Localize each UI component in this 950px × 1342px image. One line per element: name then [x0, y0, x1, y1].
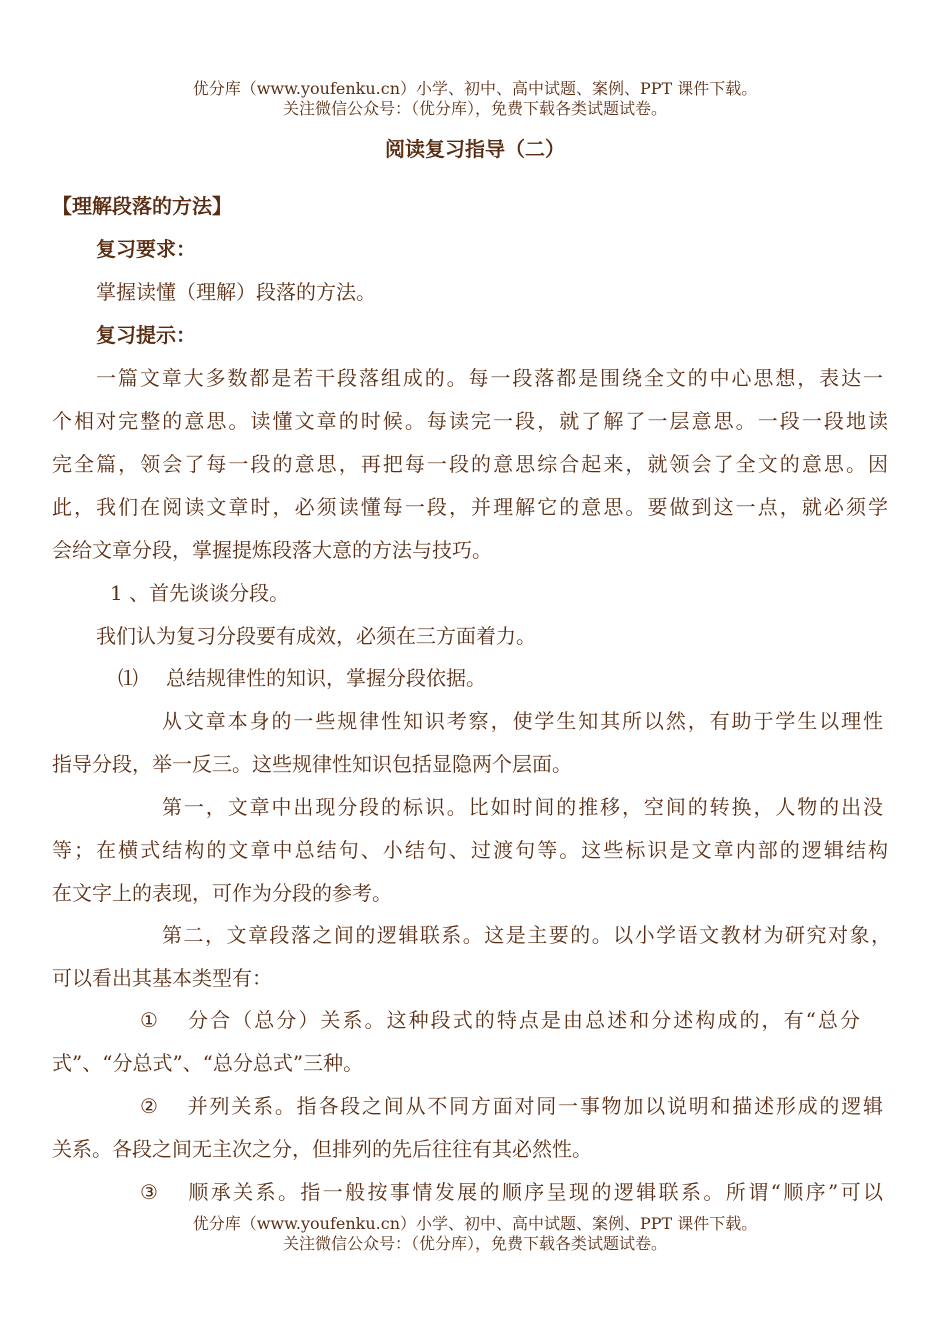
review-requirement-text: 掌握读懂（理解）段落的方法。	[96, 280, 376, 304]
paragraph-1-line-1: 一篇文章大多数都是若干段落组成的。每一段落都是围绕全文的中心思想，表达一	[96, 366, 883, 390]
paragraph-1-line-2: 个相对完整的意思。读懂文章的时候。每读完一段，就了解了一层意思。一段一段地读	[52, 409, 888, 433]
paragraph-5-line-2: 可以看出其基本类型有：	[52, 966, 272, 990]
paragraph-4-line-1: 第一，文章中出现分段的标识。比如时间的推移，空间的转换，人物的出没	[162, 795, 883, 819]
paragraph-1-line-3: 完全篇，领会了每一段的意思，再把每一段的意思综合起来，就领会了全文的意思。因	[52, 452, 888, 476]
paragraph-1-line-5: 会给文章分段，掌握提炼段落大意的方法与技巧。	[52, 538, 492, 562]
paragraph-4-line-3: 在文字上的表现，可作为分段的参考。	[52, 881, 392, 905]
paragraph-3-line-1: 从文章本身的一些规律性知识考察，使学生知其所以然，有助于学生以理性	[162, 709, 883, 733]
type-1-number: ①	[140, 1008, 158, 1032]
type-1-line-2: 式”、“分总式”、“总分总式”三种。	[52, 1051, 364, 1075]
type-1-text: 分合（总分）关系。这种段式的特点是由总述和分述构成的，有“总分	[186, 1008, 860, 1032]
type-3-text: 顺承关系。指一般按事情发展的顺序呈现的逻辑联系。所谓“顺序”可以	[186, 1180, 883, 1204]
type-1-line-1	[140, 1007, 860, 1033]
sub-item-1-text: 总结规律性的知识，掌握分段依据。	[166, 666, 486, 690]
paragraph-1-line-4: 此，我们在阅读文章时，必须读懂每一段，并理解它的意思。要做到这一点，就必须学	[52, 495, 888, 519]
review-tips-label: 复习提示：	[96, 323, 196, 347]
page-footer-line-1: 优分库（www.youfenku.cn）小学、初中、高中试题、案例、PPT 课件下载。	[192, 1214, 758, 1233]
page-footer-line-2: 关注微信公众号：（优分库），免费下载各类试题试卷。	[282, 1234, 667, 1253]
document-title: 阅读复习指导（二）	[385, 137, 565, 161]
page-header-line-1: 优分库（www.youfenku.cn）小学、初中、高中试题、案例、PPT 课件下载。	[192, 79, 758, 98]
sub-item-1-number: ⑴	[118, 666, 138, 690]
section-heading: 【理解段落的方法】	[52, 194, 232, 218]
type-2-number: ②	[140, 1094, 158, 1118]
paragraph-5-line-1: 第二，文章段落之间的逻辑联系。这是主要的。以小学语文教材为研究对象，	[162, 923, 891, 947]
type-2-line-1	[140, 1093, 883, 1119]
type-2-line-2: 关系。各段之间无主次之分，但排列的先后往往有其必然性。	[52, 1137, 592, 1161]
sub-item-1	[118, 665, 486, 691]
paragraph-3-line-2: 指导分段，举一反三。这些规律性知识包括显隐两个层面。	[52, 752, 572, 776]
paragraph-2: 我们认为复习分段要有成效，必须在三方面着力。	[96, 624, 536, 648]
page-header-line-2: 关注微信公众号：（优分库），免费下载各类试题试卷。	[282, 99, 667, 118]
item-1-heading: 1 、首先谈谈分段。	[110, 581, 290, 605]
type-3-number: ③	[140, 1180, 158, 1204]
type-3-line-1	[140, 1179, 883, 1205]
review-requirement-label: 复习要求：	[96, 237, 196, 261]
type-2-text: 并列关系。指各段之间从不同方面对同一事物加以说明和描述形成的逻辑	[186, 1094, 883, 1118]
paragraph-4-line-2: 等；在横式结构的文章中总结句、小结句、过渡句等。这些标识是文章内部的逻辑结构	[52, 838, 888, 862]
